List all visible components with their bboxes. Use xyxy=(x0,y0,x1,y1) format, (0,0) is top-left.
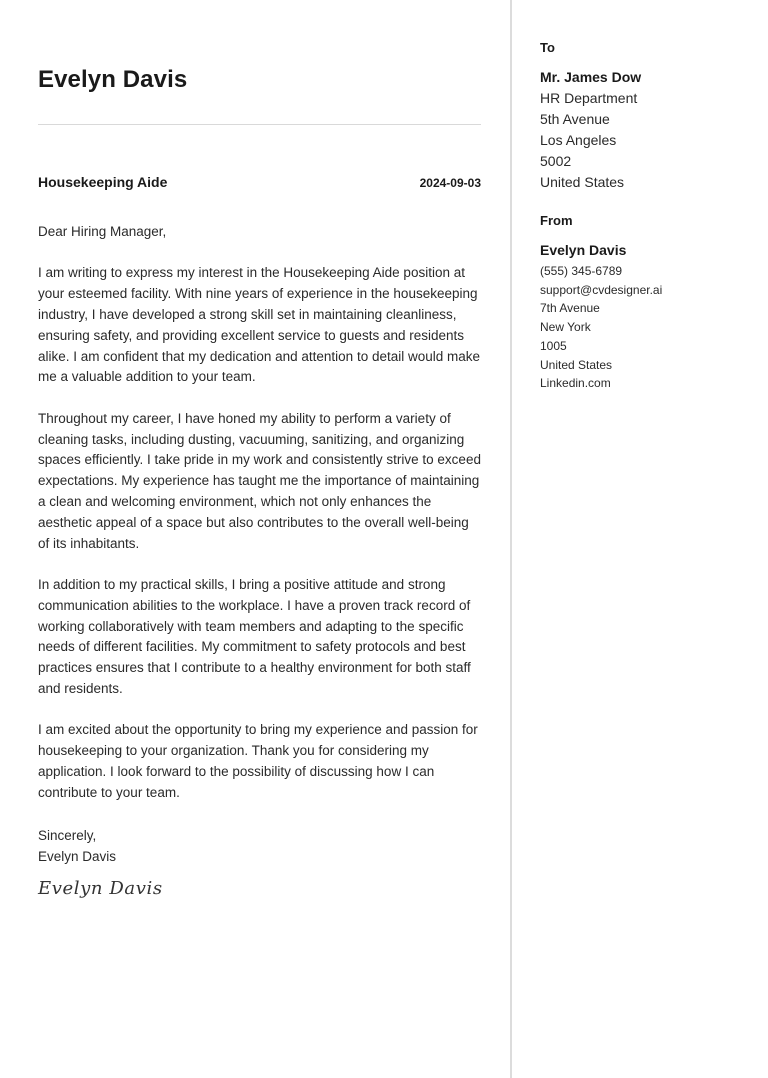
sender-postal-code: 1005 xyxy=(540,338,567,353)
body-paragraph-2: Throughout my career, I have honed my ability to perform a variety of cleaning tasks, including dusting, vacuuming, sanitizing, and organizing spaces efficiently. I take pride in my work and consistently strive to exceed expectations. My experience has taught me the importance of maintaining a clean and welcoming environment, which not only enhances the aesthetic appeal of a space but also contributes to the overall well-being of its inhabitants. xyxy=(38,410,481,551)
sender-name: Evelyn Davis xyxy=(540,242,627,258)
salutation: Dear Hiring Manager, xyxy=(38,224,167,239)
sender-contact xyxy=(540,241,662,393)
handwritten-signature: Evelyn Davis xyxy=(38,878,163,899)
from-label: From xyxy=(540,213,573,228)
applicant-name-heading: Evelyn Davis xyxy=(38,66,188,93)
closing-block xyxy=(38,826,116,868)
sender-street: 7th Avenue xyxy=(540,301,600,316)
sender-linkedin: Linkedin.com xyxy=(540,376,611,391)
to-label: To xyxy=(540,40,555,55)
sender-country: United States xyxy=(540,357,613,372)
closing-phrase: Sincerely, xyxy=(38,828,97,843)
recipient-street: 5th Avenue xyxy=(540,111,610,127)
body-paragraph-4: I am excited about the opportunity to bring my experience and passion for housekeeping to your organization. Thank you for considering my application. I look forward to the possibility of discussing how I can contribute to your team. xyxy=(38,722,478,800)
sender-phone: (555) 345-6789 xyxy=(540,264,623,278)
sender-email: support@cvdesigner.ai xyxy=(540,282,663,297)
letter-body xyxy=(38,222,481,824)
body-paragraph-1: I am writing to express my interest in the Housekeeping Aide position at your esteemed facility. With nine years of experience in the housekeeping industry, I have developed a strong skill set in maintaining cleanliness, ensuring safety, and providing excellent service to guests and residents alike. I am confident that my dedication and attention to detail would make me a valuable addition to your team. xyxy=(38,265,481,385)
header-divider xyxy=(38,124,481,125)
recipient-department: HR Department xyxy=(540,90,638,106)
column-divider xyxy=(510,0,512,1078)
recipient-country: United States xyxy=(540,174,625,190)
letter-date: 2024-09-03 xyxy=(419,176,481,190)
recipient-postal-code: 5002 xyxy=(540,153,572,169)
job-title-row xyxy=(38,174,481,190)
closing-name: Evelyn Davis xyxy=(38,848,117,864)
recipient-address xyxy=(540,67,641,193)
sender-city: New York xyxy=(540,320,591,335)
job-title: Housekeeping Aide xyxy=(38,174,168,190)
recipient-city: Los Angeles xyxy=(540,132,617,148)
recipient-name: Mr. James Dow xyxy=(540,69,642,85)
body-paragraph-3: In addition to my practical skills, I bring a positive attitude and strong communication abilities to the workplace. I have a proven track record of working collaboratively with team members and adapting to the specific needs of different facilities. My commitment to safety protocols and best practices ensures that I contribute to a healthy environment for both staff and residents. xyxy=(38,576,471,696)
